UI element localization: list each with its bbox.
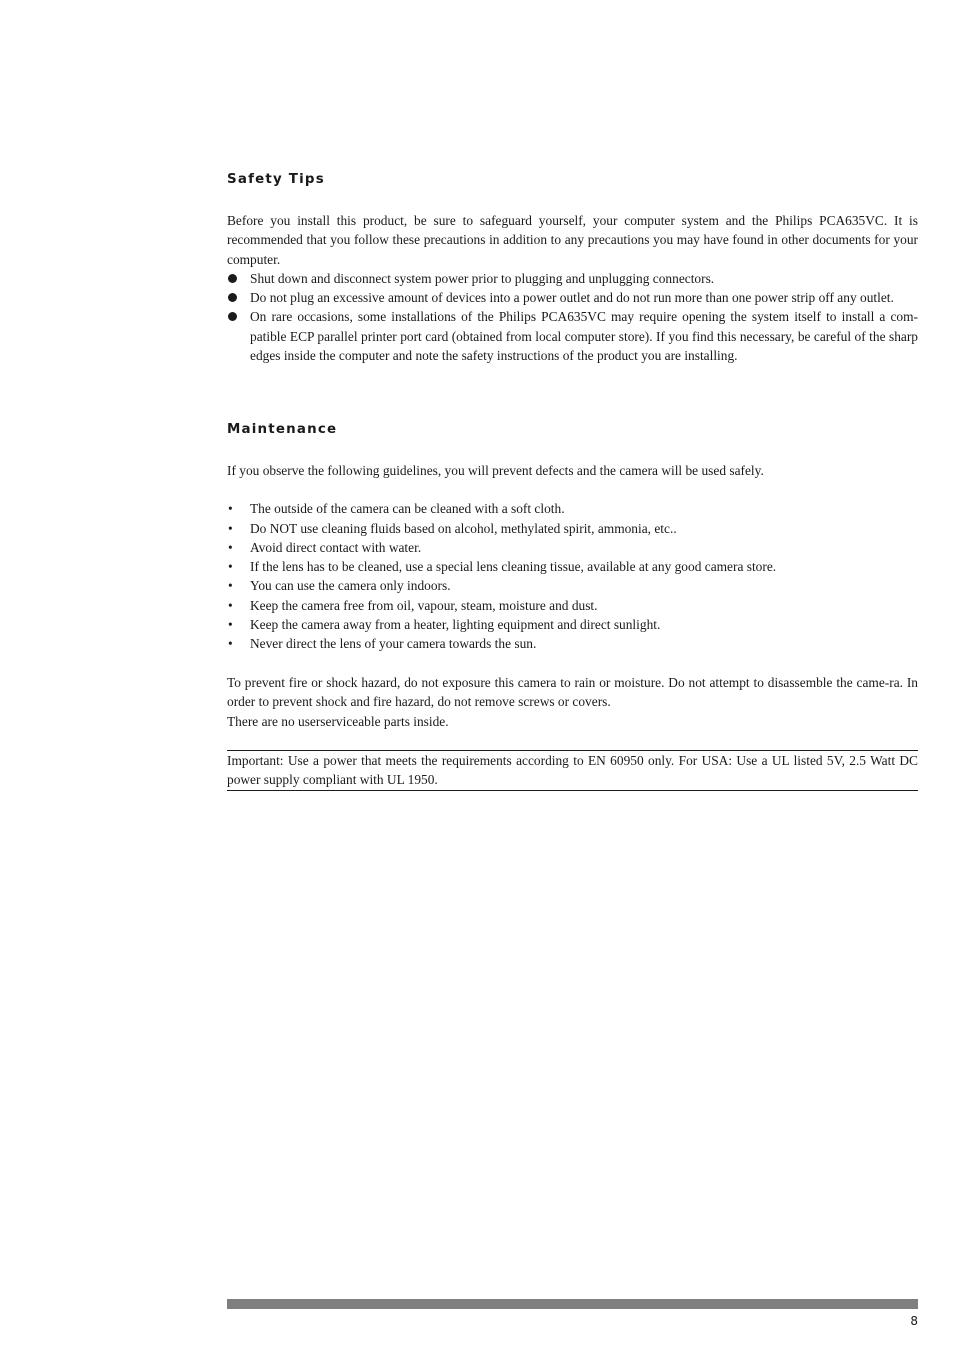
bullet-icon: • [228, 617, 233, 633]
important-notice: Important: Use a power that meets the requirements according to EN 60950 only. For USA: Use a UL listed 5V, 2.5 Watt DC power supply compliant with UL 1950. [227, 750, 918, 791]
hazard-warning-text: To prevent fire or shock hazard, do not exposure this camera to rain or moisture. Do not attempt to disassemble the came-ra. In order to prevent shock and fire hazard, do not remove screws or covers. [227, 675, 918, 710]
list-item: • Do NOT use cleaning fluids based on alcohol, methylated spirit, ammonia, etc.. [227, 519, 918, 538]
bullet-icon: • [228, 578, 233, 594]
maintenance-body [227, 461, 918, 654]
list-item: • You can use the camera only indoors. [227, 576, 918, 595]
list-item: • Keep the camera away from a heater, lighting equipment and direct sunlight. [227, 615, 918, 634]
maintenance-list [227, 499, 918, 653]
hazard-warning-note: There are no userserviceable parts inside. [227, 713, 449, 729]
bullet-icon: • [228, 501, 233, 517]
safety-list [227, 269, 918, 365]
hazard-warning [227, 673, 918, 731]
maintenance-heading: Maintenance [227, 422, 338, 437]
safety-tips-heading: Safety Tips [227, 172, 325, 187]
bullet-dot-icon [228, 312, 237, 321]
list-item: • The outside of the camera can be cleaned with a soft cloth. [227, 499, 918, 518]
bullet-icon: • [228, 559, 233, 575]
bullet-icon: • [228, 636, 233, 652]
bullet-icon: • [228, 539, 233, 555]
maintenance-intro: If you observe the following guidelines, you will prevent defects and the camera will be used safely. [227, 463, 764, 478]
footer-bar [227, 1299, 918, 1309]
bullet-icon: • [228, 520, 233, 536]
list-item: Shut down and disconnect system power prior to plugging and unplugging connectors. [227, 269, 918, 288]
page-number: 8 [910, 1314, 918, 1328]
bullet-dot-icon [228, 274, 237, 283]
list-item: • Keep the camera free from oil, vapour, steam, moisture and dust. [227, 596, 918, 615]
list-item: • Avoid direct contact with water. [227, 538, 918, 557]
list-item: Do not plug an excessive amount of devices into a power outlet and do not run more than one power strip off any outlet. [227, 288, 918, 307]
safety-intro: Before you install this product, be sure to safeguard yourself, your computer system and the Philips PCA635VC. It is recommended that you follow these precautions in addition to any precautions you may have found in other documents for your computer. [227, 213, 918, 267]
bullet-dot-icon [228, 293, 237, 302]
list-item: On rare occasions, some installations of the Philips PCA635VC may require opening the system itself to install a com-patible ECP parallel printer port card (obtained from local computer store). If you find this necessary, be careful of the sharp edges inside the computer and note the safety instructions of the product you are installing. [227, 307, 918, 365]
list-item: • Never direct the lens of your camera towards the sun. [227, 634, 918, 653]
bullet-icon: • [228, 597, 233, 613]
list-item: • If the lens has to be cleaned, use a special lens cleaning tissue, available at any good camera store. [227, 557, 918, 576]
safety-tips-body [227, 211, 918, 365]
